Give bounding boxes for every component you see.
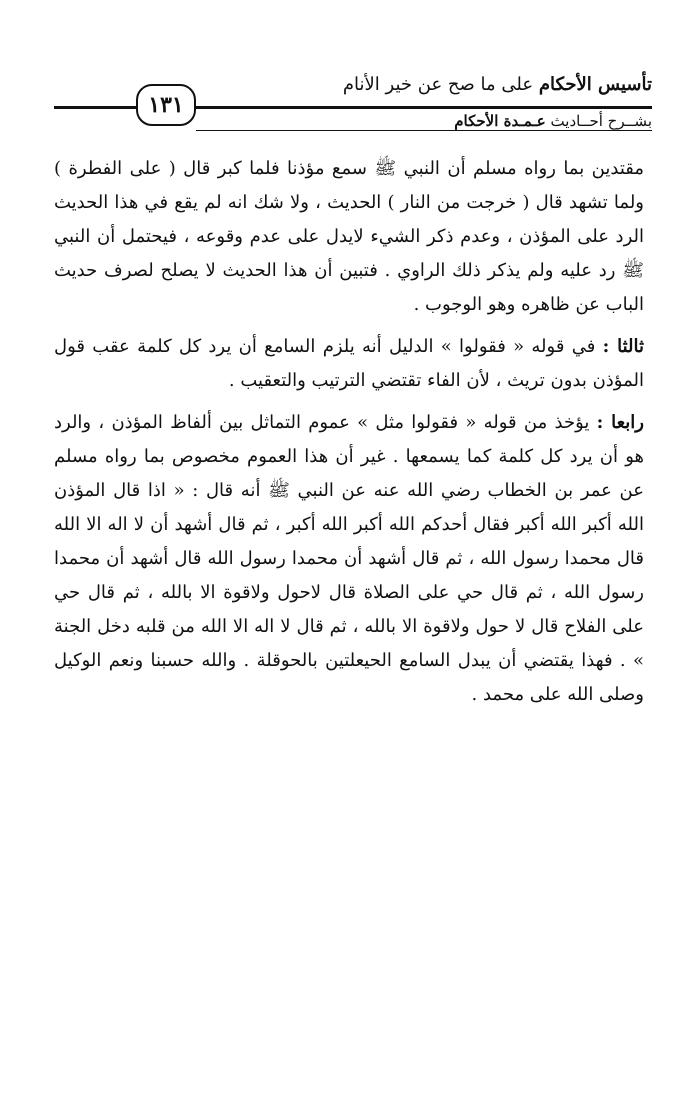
commentary-title [454, 114, 652, 129]
book-title-rest: على ما صح عن خير الأنام [342, 74, 539, 95]
fourth-point-text: يؤخذ من قوله « فقولوا مثل » عموم التماثل بين ألفاظ المؤذن ، والرد هو أن يرد كل كلمة كما يسمعها . غير أن هذا العموم مخصوص بما رواه مسلم عن عمر بن الخطاب رضي الله عنه عن النبي ﷺ أنه قال : « اذا قال المؤذن الله أكبر الله أكبر فقال أحدكم الله أكبر الله أكبر ، ثم قال أشهد أن لا اله الا الله قال محمدا رسول الله ، ثم قال أشهد أن محمدا رسول الله قال أشهد أن محمدا رسول الله ، ثم قال حي على الصلاة قال لاحول ولاقوة الا بالله ، ثم قال حي على الفلاح قال لا حول ولاقوة الا بالله ، ثم قال لا اله الا الله من قلبه دخل الجنة » . فهذا يقتضي أن يبدل السامع الحيعلتين بالحوقلة . والله حسبنا ونعم الوكيل وصلى الله على محمد . [54, 412, 644, 705]
header-rule-right [196, 106, 652, 109]
body-text [54, 152, 644, 720]
page-number: ١٣١ [136, 84, 196, 126]
book-title-bold: تأسيس الأحكام [538, 74, 652, 95]
paragraph-continuation: مقتدين بما رواه مسلم أن النبي ﷺ سمع مؤذنا فلما كبر قال ( على الفطرة ) ولما تشهد قال ( خرجت من النار ) الحديث ، ولا شك انه لم يقع في هذا الحديث الرد على المؤذن ، وعدم ذكر الشيء لايدل على عدم وقوعه ، فيحتمل أن النبي ﷺ رد عليه ولم يذكر ذلك الراوي . فتبين أن هذا الحديث لا يصلح لصرف حديث الباب عن ظاهره وهو الوجوب . [54, 158, 644, 315]
header-rule-left [54, 106, 138, 109]
third-point-text: في قوله « فقولوا » الدليل أنه يلزم السامع أن يرد كل كلمة عقب قول المؤذن بدون تريث ، لأن الفاء تقتضي الترتيب والتعقيب . [54, 336, 644, 391]
commentary-title-rest: بشــرح أحــاديث [545, 112, 652, 130]
fourth-point-lead: رابعا : [596, 412, 644, 433]
running-header [46, 70, 652, 140]
commentary-title-bold: عـمـدة الأحكام [454, 112, 546, 130]
header-rule-thin [196, 130, 652, 131]
book-title [343, 76, 652, 94]
paragraph-third-point [54, 330, 644, 398]
third-point-lead: ثالثا : [602, 336, 644, 357]
paragraph-fourth-point [54, 406, 644, 712]
